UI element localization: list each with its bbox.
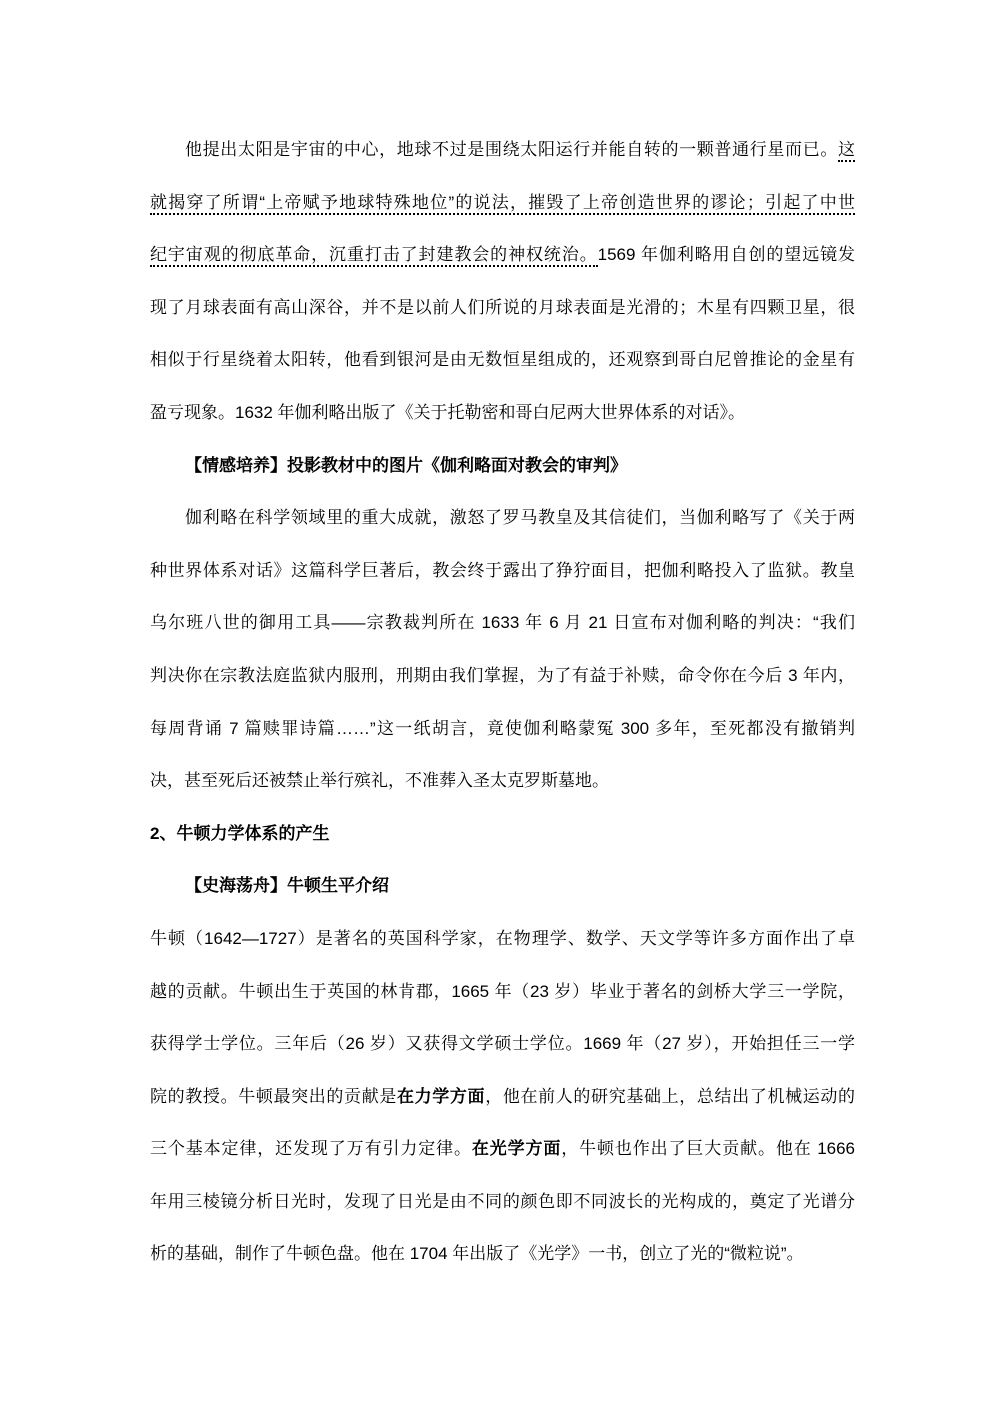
heading-emotion-training: [150, 440, 855, 493]
text-line: [150, 1123, 855, 1176]
text-segment: 决，甚至死后还被禁止举行殡礼，不准葬入圣太克罗斯墓地。: [150, 771, 609, 791]
text-line: [150, 545, 855, 598]
text-segment: 盈亏现象。1632 年伽利略出版了《关于托勒密和哥白尼两大世界体系的对话》。: [150, 402, 746, 422]
bold-segment: 【史海荡舟】牛顿生平介绍: [185, 876, 389, 896]
bold-segment: 在力学方面: [396, 1086, 486, 1106]
text-line: [150, 177, 855, 230]
text-segment: 乌尔班八世的御用工具——宗教裁判所在 1633 年 6 月 21 日宣布对伽利略的判决：“我们: [150, 613, 855, 633]
text-line: [150, 387, 855, 440]
text-segment: 现了月球表面有高山深谷，并不是以前人们所说的月球表面是光滑的；木星有四颗卫星，很: [150, 297, 855, 317]
text-line: [150, 1228, 855, 1281]
text-line: [150, 1176, 855, 1229]
bold-segment: 2、牛顿力学体系的产生: [150, 823, 330, 843]
text-line: [150, 492, 855, 545]
para-galileo-trial: [150, 492, 855, 808]
text-segment: 每周背诵 7 篇赎罪诗篇……”这一纸胡言，竟使伽利略蒙冤 300 多年，至死都没有撤销判: [150, 718, 855, 738]
text-segment: 牛顿（1642—1727）是著名的英国科学家，在物理学、数学、天文学等许多方面作出了卓: [150, 928, 855, 948]
text-line: [150, 334, 855, 387]
text-line: [150, 440, 855, 493]
text-line: [150, 1071, 855, 1124]
text-segment: ，牛顿也作出了巨大贡献。他在 1666: [561, 1139, 856, 1159]
text-segment: 三个基本定律，还发现了万有引力定律。: [150, 1139, 472, 1159]
text-segment: 判决你在宗教法庭监狱内服刑，刑期由我们掌握，为了有益于补赎，命令你在今后 3 年内，: [150, 665, 855, 685]
underlined-segment: 纪宇宙观的彻底革命，沉重打击了封建教会的神权统治。: [150, 245, 598, 267]
underlined-segment: 这: [838, 140, 855, 162]
text-line: [150, 755, 855, 808]
underlined-segment: 就揭穿了所谓“上帝赋予地球特殊地位”的说法，摧毁了上帝创造世界的谬论；引起了中世: [150, 193, 855, 215]
bold-segment: 【情感培养】投影教材中的图片《伽利略面对教会的审判》: [185, 455, 627, 475]
text-line: [150, 860, 855, 913]
text-segment: 院的教授。牛顿最突出的贡献是: [150, 1086, 397, 1106]
text-segment: 伽利略在科学领域里的重大成就，激怒了罗马教皇及其信徒们，当伽利略写了《关于两: [185, 508, 855, 528]
text-line: [150, 282, 855, 335]
text-segment: 相似于行星绕着太阳转，他看到银河是由无数恒星组成的，还观察到哥白尼曾推论的金星有: [150, 350, 855, 370]
document-page: [150, 124, 855, 1281]
text-line: [150, 808, 855, 861]
text-line: [150, 966, 855, 1019]
text-segment: 他提出太阳是宇宙的中心，地球不过是围绕太阳运行并能自转的一颗普通行星而已。: [185, 140, 838, 159]
bold-segment: 在光学方面: [471, 1139, 562, 1159]
heading-newton-mechanics: [150, 808, 855, 861]
text-line: [150, 1018, 855, 1071]
text-segment: 种世界体系对话》这篇科学巨著后，教会终于露出了狰狞面目，把伽利略投入了监狱。教皇: [150, 560, 855, 580]
heading-newton-biography: [150, 860, 855, 913]
para-galileo-heliocentrism: [150, 124, 855, 440]
text-line: [150, 650, 855, 703]
text-line: [150, 597, 855, 650]
text-segment: 越的贡献。牛顿出生于英国的林肯郡，1665 年（23 岁）毕业于著名的剑桥大学三一学院，: [150, 981, 855, 1001]
text-segment: 析的基础，制作了牛顿色盘。他在 1704 年出版了《光学》一书，创立了光的“微粒说”。: [150, 1244, 804, 1264]
text-line: [150, 229, 855, 282]
text-line: [150, 124, 855, 177]
text-line: [150, 913, 855, 966]
text-line: [150, 703, 855, 756]
text-segment: 1569 年伽利略用自创的望远镜发: [597, 245, 856, 265]
text-segment: 获得学士学位。三年后（26 岁）又获得文学硕士学位。1669 年（27 岁），开始担任三一学: [150, 1034, 855, 1054]
text-segment: ，他在前人的研究基础上，总结出了机械运动的: [485, 1086, 856, 1106]
text-segment: 年用三棱镜分析日光时，发现了日光是由不同的颜色即不同波长的光构成的，奠定了光谱分: [150, 1191, 855, 1211]
para-newton-life: [150, 913, 855, 1281]
